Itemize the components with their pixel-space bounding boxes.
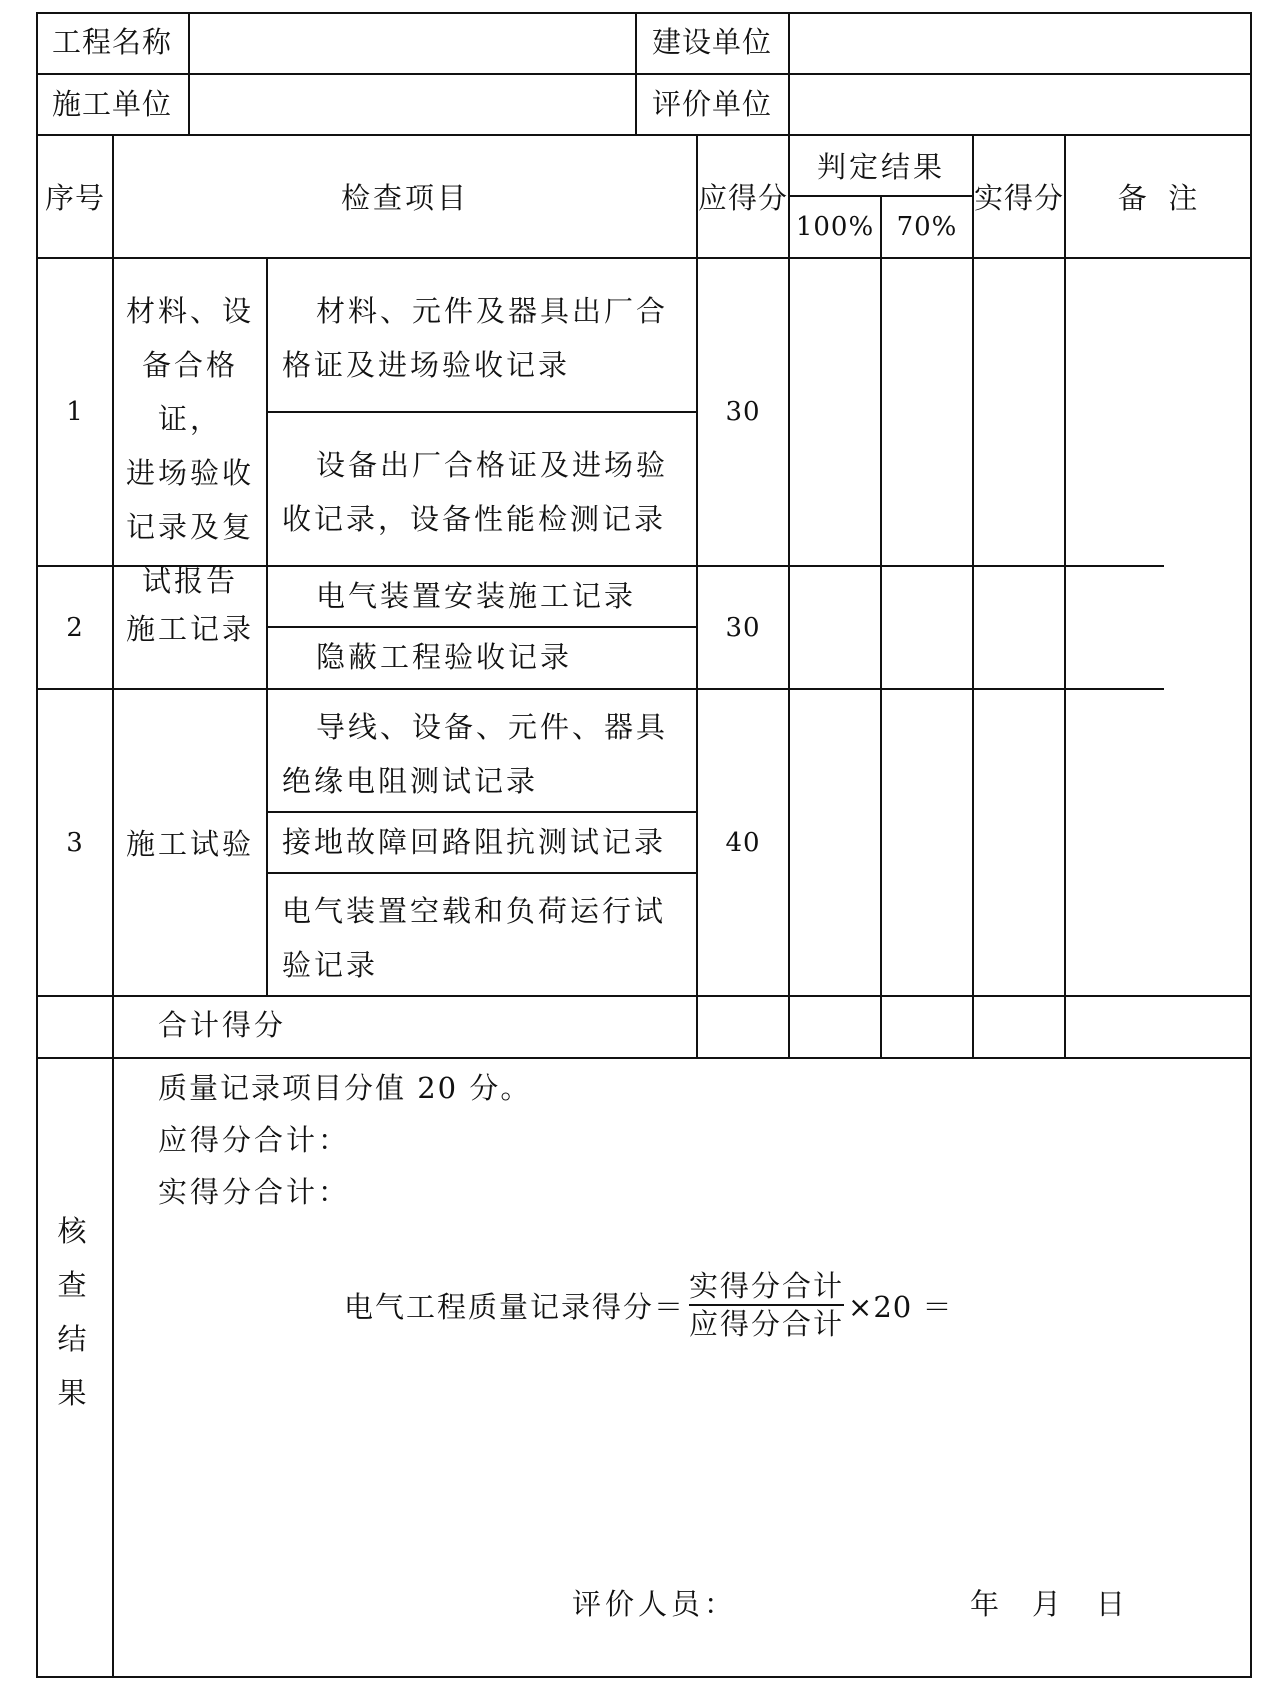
col-pct-70: 70% <box>896 212 958 242</box>
score-formula <box>344 1268 952 1342</box>
rule <box>36 73 1252 75</box>
row-category: 施工试验 <box>125 827 254 861</box>
row-index: 3 <box>66 827 84 858</box>
evaluator-person-label: 评价人员： <box>572 1587 738 1621</box>
row-category: 材料、设 备合格证， 进场验收 记录及复 试报告 <box>125 294 254 598</box>
rule <box>635 12 637 134</box>
col-judgement: 判定结果 <box>816 150 945 184</box>
rule <box>266 872 698 874</box>
result-line-due-total: 应得分合计： <box>158 1123 351 1157</box>
check-item: 隐蔽工程验收记录 <box>316 640 573 674</box>
col-item: 检查项目 <box>340 181 469 215</box>
project-name-label: 工程名称 <box>52 25 173 59</box>
result-line-score-value: 质量记录项目分值 20 分。 <box>158 1071 532 1105</box>
rule <box>972 134 974 1057</box>
row-index: 2 <box>66 612 84 643</box>
quality-record-form <box>36 12 1252 1678</box>
rule <box>788 12 790 134</box>
col-due-score: 应得分 <box>698 181 789 215</box>
builder-label: 建设单位 <box>652 25 773 59</box>
formula-right: ×20 ＝ <box>848 1289 953 1324</box>
rule <box>36 995 1252 997</box>
col-index: 序号 <box>44 181 105 215</box>
check-item: 设备出厂合格证及进场验收记录，设备性能检测记录 <box>282 448 669 536</box>
row-category: 施工记录 <box>125 612 254 646</box>
rule <box>188 12 190 134</box>
row-due-score: 40 <box>725 827 761 858</box>
check-item: 电气装置空载和负荷运行试验记录 <box>282 894 667 982</box>
rule <box>36 257 1252 259</box>
rule <box>266 626 698 628</box>
rule <box>266 811 698 813</box>
evaluator-unit-label: 评价单位 <box>652 87 773 121</box>
formula-left: 电气工程质量记录得分＝ <box>344 1289 686 1324</box>
check-item: 接地故障回路阻抗测试记录 <box>282 825 667 859</box>
rule <box>36 1057 1252 1059</box>
formula-fraction <box>689 1268 844 1342</box>
date-day: 日 <box>1096 1587 1127 1621</box>
rule <box>880 195 882 1057</box>
row-index: 1 <box>66 397 84 427</box>
result-line-actual-total: 实得分合计： <box>158 1175 351 1209</box>
formula-numerator: 实得分合计 <box>689 1269 845 1303</box>
check-item: 电气装置安装施工记录 <box>316 579 637 613</box>
result-label: 核 查 结 果 <box>57 1214 87 1410</box>
total-score-label: 合计得分 <box>158 1008 287 1042</box>
rule <box>788 134 790 1057</box>
date-year: 年 <box>970 1587 1001 1621</box>
row-due-score: 30 <box>725 397 761 427</box>
col-remarks: 备 注 <box>1117 181 1199 215</box>
rule <box>266 411 698 413</box>
col-pct-100: 100% <box>795 212 875 242</box>
rule <box>266 257 268 995</box>
date-month: 月 <box>1032 1587 1063 1621</box>
rule <box>1064 134 1066 1057</box>
contractor-label: 施工单位 <box>52 87 173 121</box>
col-actual-score: 实得分 <box>974 181 1065 215</box>
check-item: 导线、设备、元件、器具绝缘电阻测试记录 <box>282 710 669 798</box>
check-item: 材料、元件及器具出厂合格证及进场验收记录 <box>282 294 669 382</box>
formula-denominator: 应得分合计 <box>689 1307 845 1341</box>
row-due-score: 30 <box>725 612 761 643</box>
